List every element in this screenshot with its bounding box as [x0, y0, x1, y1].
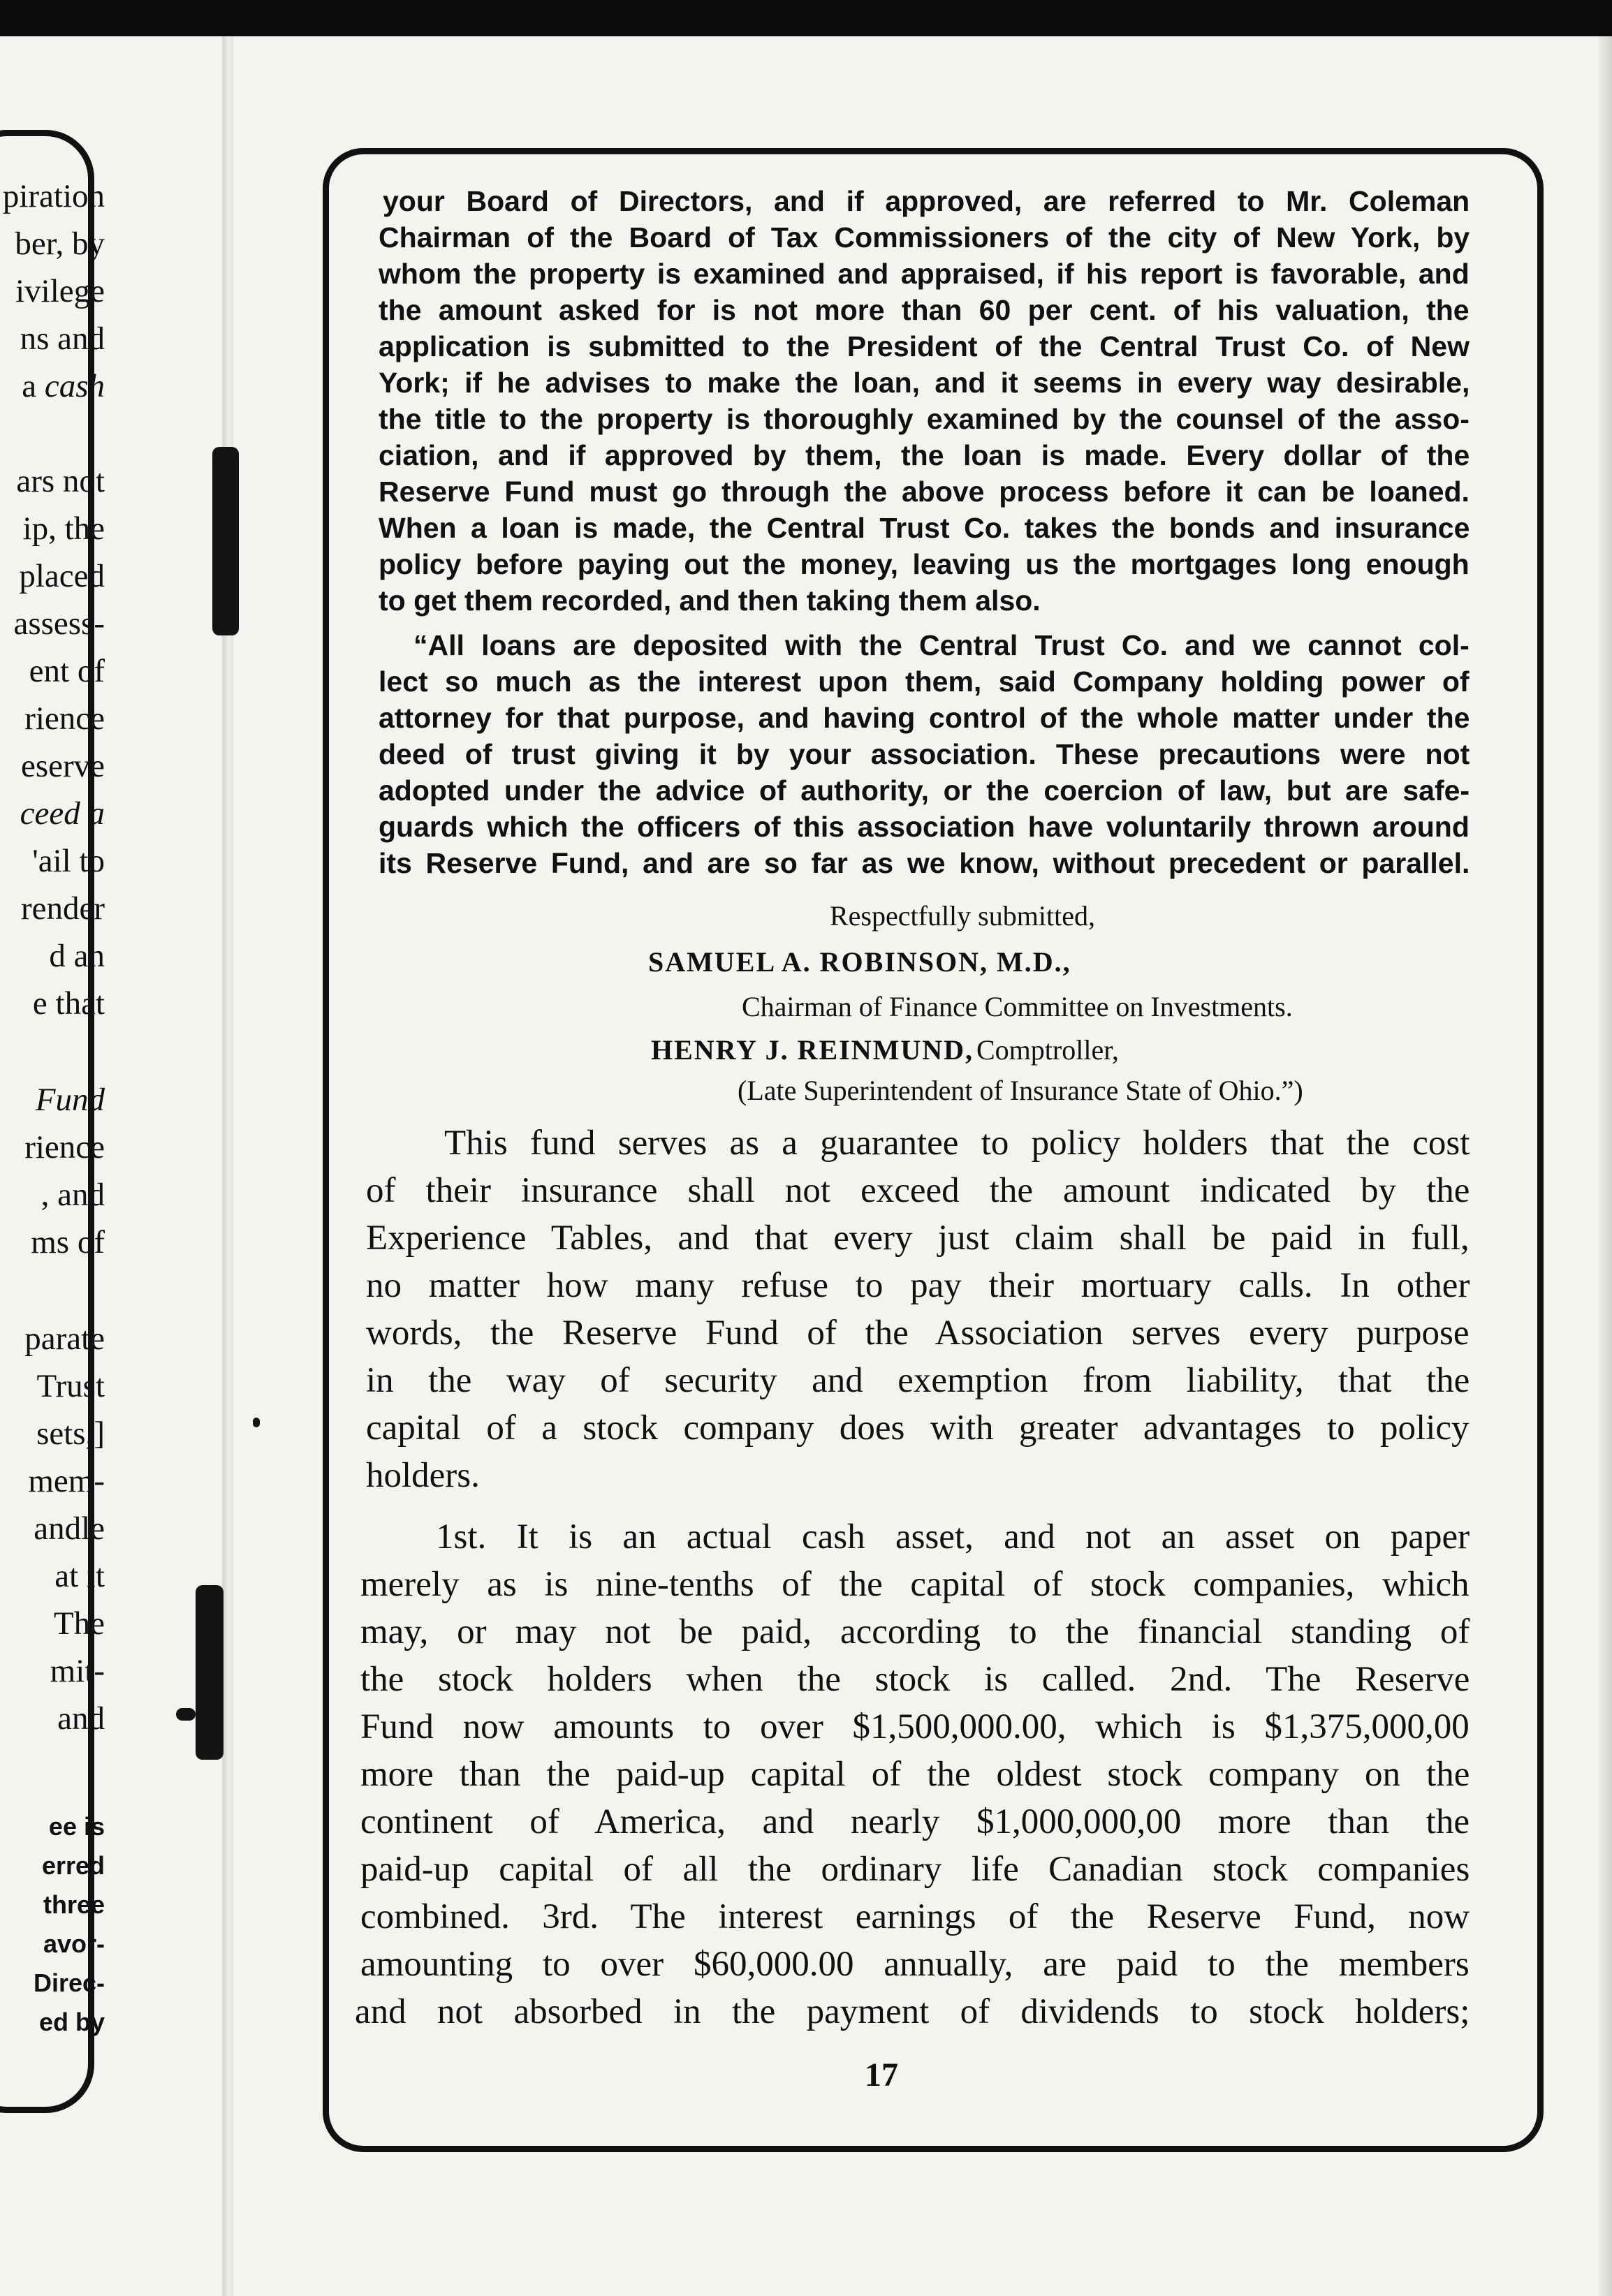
left-fragment-line: at it [54, 1558, 105, 1594]
report-line: adopted under the advice of authority, or the coercion of law, but are safe- [379, 774, 1470, 807]
body-line: in the way of security and exemption from liability, that the [366, 1361, 1470, 1400]
report-line: deed of trust giving it by your association. These precautions were not [379, 738, 1470, 770]
binding-stitch-bottom [196, 1585, 224, 1760]
signature-title: Chairman of Finance Committee on Investments. [742, 991, 1293, 1022]
body-line: combined. 3rd. The interest earnings of the Reserve Fund, now [360, 1897, 1470, 1936]
binding-mark [176, 1708, 196, 1721]
report-line: policy before paying out the money, leaving us the mortgages long enough [379, 548, 1470, 580]
report-line: ciation, and if approved by them, the loan is made. Every dollar of the [379, 439, 1470, 471]
left-fragment-line: and [57, 1700, 105, 1737]
report-line: Reserve Fund must go through the above process before it can be loaned. [379, 476, 1470, 508]
body-line: no matter how many refuse to pay their mortuary calls. In other [366, 1266, 1470, 1305]
body-line: amounting to over $60,000.00 annually, are paid to the members [360, 1945, 1470, 1984]
left-fragment-line: three [43, 1890, 105, 1919]
report-line: lect so much as the interest upon them, said Company holding power of [379, 665, 1470, 698]
left-fragment-line: mem- [28, 1463, 105, 1499]
report-line: “All loans are deposited with the Central Trust Co. and we cannot col- [413, 629, 1470, 661]
report-line: to get them recorded, and then taking them also. [379, 584, 1041, 617]
body-line: of their insurance shall not exceed the amount indicated by the [366, 1171, 1470, 1210]
left-fragment-line: ee is [48, 1812, 105, 1841]
body-line: and not absorbed in the payment of dividends to stock holders; [355, 1992, 1470, 2031]
binding-dot [253, 1418, 260, 1427]
left-fragment-line: ceed a [20, 795, 105, 832]
body-line: This fund serves as a guarantee to policy holders that the cost [444, 1124, 1470, 1163]
left-fragment-line: Fund [35, 1082, 105, 1118]
left-fragment-line: ivilege [15, 273, 105, 309]
body-line: may, or may not be paid, according to the financial standing of [360, 1612, 1470, 1651]
body-line: capital of a stock company does with greater advantages to policy [366, 1408, 1470, 1448]
body-line: Experience Tables, and that every just claim shall be paid in full, [366, 1219, 1470, 1258]
report-line: the title to the property is thoroughly examined by the counsel of the asso- [379, 403, 1470, 435]
body-line: merely as is nine-tenths of the capital of stock companies, which [360, 1565, 1470, 1604]
body-line: 1st. It is an actual cash asset, and not an asset on paper [436, 1517, 1470, 1557]
body-line: the stock holders when the stock is called. 2nd. The Reserve [360, 1660, 1470, 1699]
left-fragment-line: Direc- [33, 1968, 105, 1997]
left-fragment-line: rience [24, 700, 105, 737]
page-number: 17 [865, 2056, 898, 2093]
body-line: holders. [366, 1456, 480, 1495]
left-fragment-line: a cash [22, 368, 105, 404]
signature-role: Comptroller, [976, 1034, 1119, 1066]
signature-name: SAMUEL A. ROBINSON, M.D., [648, 946, 1071, 978]
signature-name: HENRY J. REINMUND, Comptroller, [651, 1034, 1119, 1066]
left-fragment-line: erred [41, 1851, 105, 1880]
report-line: your Board of Directors, and if approved, are referred to Mr. Coleman [383, 185, 1470, 217]
left-fragment-line: ms of [31, 1224, 105, 1260]
book-spine [222, 36, 233, 2296]
left-fragment-line: ns and [20, 321, 105, 357]
binding-stitch-top [212, 447, 239, 635]
signature-closing: Respectfully submitted, [830, 900, 1095, 932]
left-fragment-line: , and [41, 1177, 105, 1213]
left-fragment-line: avor- [43, 1929, 105, 1958]
left-fragment-line: ber, by [15, 226, 105, 262]
report-line: application is submitted to the President of the Central Trust Co. of New [379, 330, 1470, 362]
left-fragment-line: parate [24, 1320, 105, 1357]
left-fragment-line: eserve [20, 748, 105, 784]
report-line: Chairman of the Board of Tax Commissioners of the city of New York, by [379, 221, 1470, 253]
left-fragment-line: andle [34, 1510, 105, 1547]
scan-top-border [0, 0, 1612, 36]
report-line: When a loan is made, the Central Trust Co. takes the bonds and insurance [379, 512, 1470, 544]
body-line: more than the paid-up capital of the oldest stock company on the [360, 1755, 1470, 1794]
left-fragment-line: d an [49, 938, 105, 974]
left-fragment-line: The [53, 1605, 105, 1642]
report-line: the amount asked for is not more than 60 per cent. of his valuation, the [379, 294, 1470, 326]
left-fragment-line: rience [24, 1129, 105, 1165]
page-edge [1598, 36, 1612, 2296]
body-line: Fund now amounts to over $1,500,000.00, which is $1,375,000,00 [360, 1707, 1470, 1746]
left-fragment-line: ent of [29, 653, 105, 689]
body-line: paid-up capital of all the ordinary life Canadian stock companies [360, 1850, 1470, 1889]
left-fragment-line: piration [2, 178, 105, 214]
body-line: continent of America, and nearly $1,000,000,00 more than the [360, 1802, 1470, 1841]
report-line: York; if he advises to make the loan, and it seems in every way desirable, [379, 367, 1470, 399]
left-fragment-line: ars not [16, 463, 105, 499]
report-line: whom the property is examined and appraised, if his report is favorable, and [379, 258, 1470, 290]
left-fragment-line: e that [32, 985, 105, 1022]
body-line: words, the Reserve Fund of the Association serves every purpose [366, 1313, 1470, 1353]
left-fragment-line: assess- [13, 605, 105, 642]
left-fragment-line: sets,] [36, 1415, 105, 1452]
report-line: attorney for that purpose, and having control of the whole matter under the [379, 702, 1470, 734]
left-fragment-line: ip, the [22, 510, 105, 547]
report-line: guards which the officers of this association have voluntarily thrown around [379, 811, 1470, 843]
left-fragment-line: mit- [50, 1653, 105, 1689]
left-fragment-line: ed by [38, 2008, 105, 2036]
left-fragment-line: 'ail to [32, 843, 105, 879]
report-line: its Reserve Fund, and are so far as we know, without precedent or parallel. [379, 847, 1470, 879]
left-fragment-line: placed [19, 558, 105, 594]
left-fragment-line: Trust [36, 1368, 105, 1404]
left-fragment-line: render [20, 890, 105, 927]
signature-title: (Late Superintendent of Insurance State of Ohio.”) [738, 1075, 1303, 1106]
